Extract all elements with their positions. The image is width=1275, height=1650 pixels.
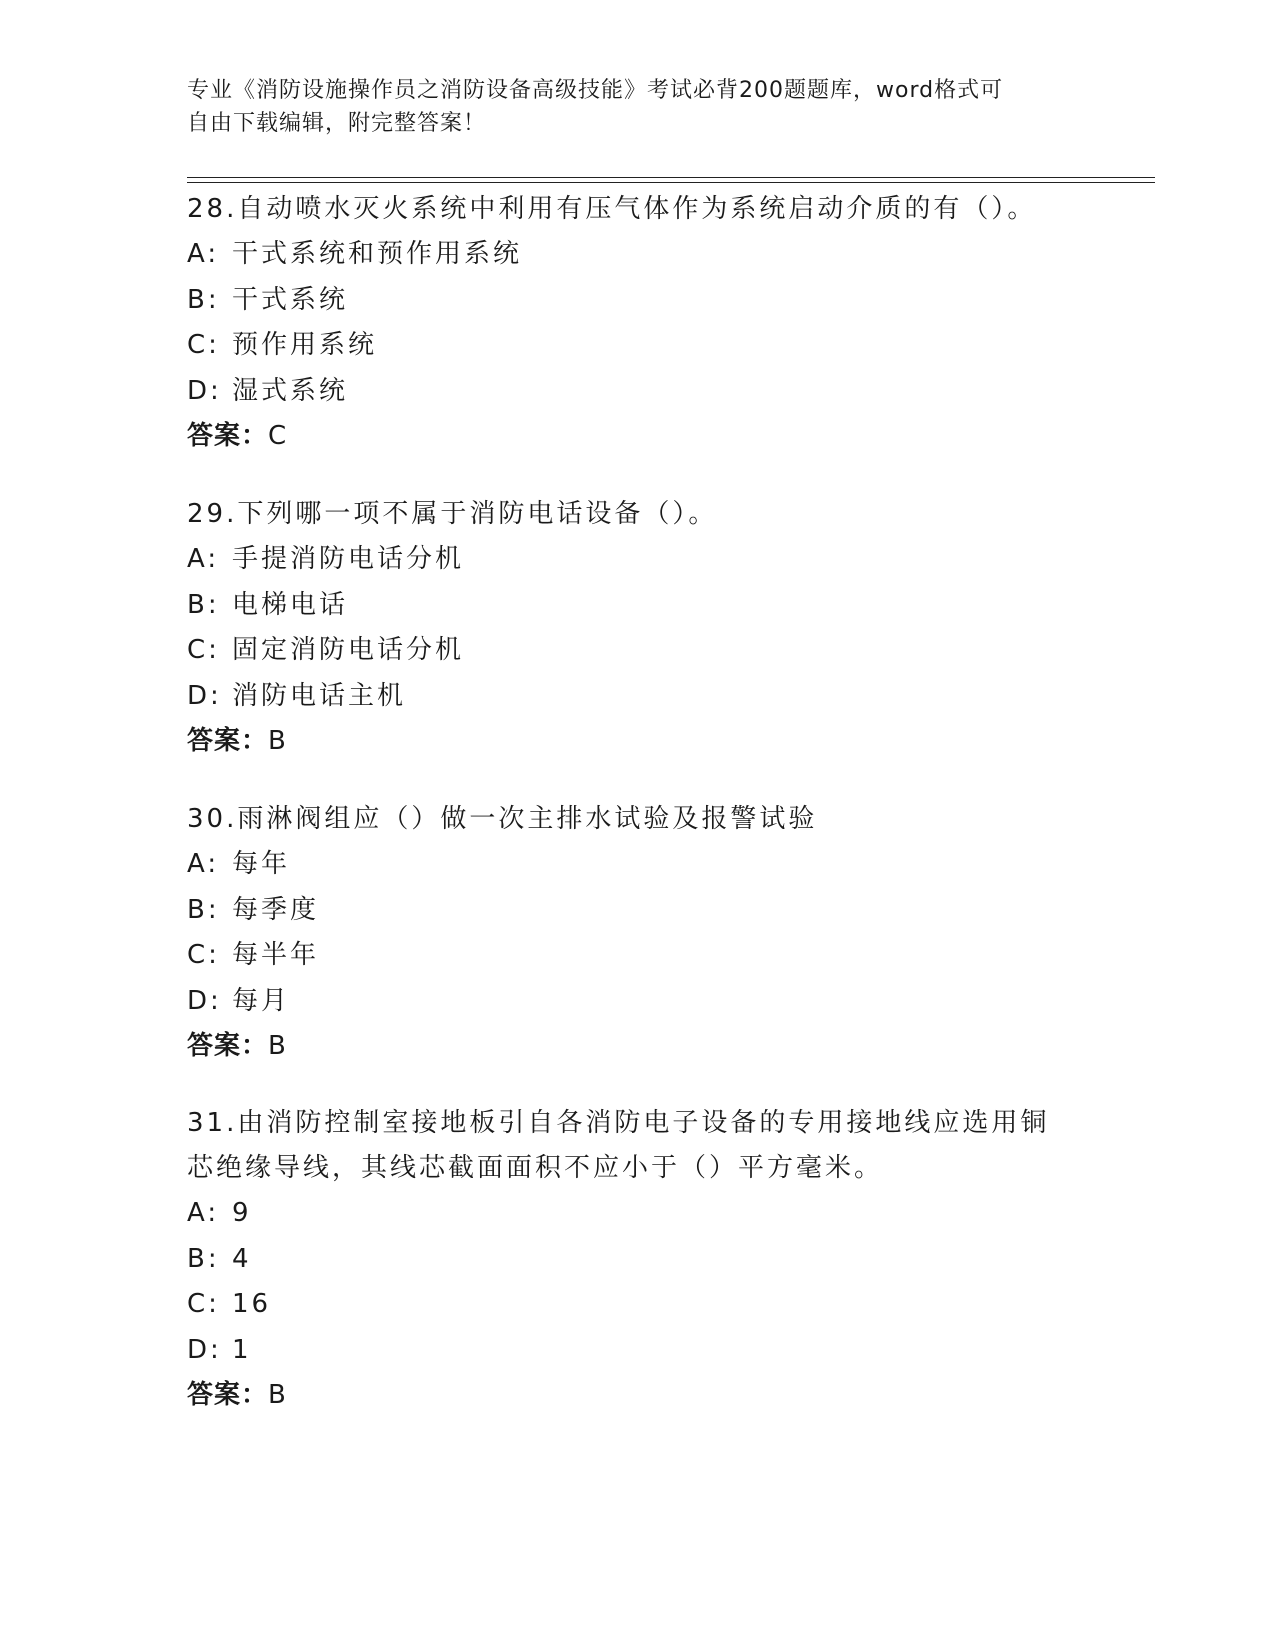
option-d bbox=[187, 979, 1087, 1025]
question-stem: 31.由消防控制室接地板引自各消防电子设备的专用接地线应选用铜芯绝缘导线，其线芯截面面积不应小于（）平方毫米。 bbox=[187, 1108, 1050, 1183]
answer-value: B bbox=[268, 726, 287, 756]
answer-label: 答案： bbox=[187, 726, 269, 756]
document-header bbox=[187, 74, 1067, 140]
answer-value: C bbox=[268, 421, 288, 451]
answer-label: 答案： bbox=[187, 1031, 269, 1061]
question-stem: 30.雨淋阀组应（）做一次主排水试验及报警试验 bbox=[187, 804, 818, 834]
option-key: A: bbox=[187, 1198, 220, 1228]
option-d bbox=[187, 1328, 1067, 1374]
option-c bbox=[187, 323, 1087, 369]
option-key: B: bbox=[187, 589, 220, 620]
header-title-line2: 自由下载编辑，附完整答案！ bbox=[187, 111, 487, 136]
question-30 bbox=[187, 797, 1087, 1069]
option-a bbox=[187, 232, 1087, 278]
option-key: D: bbox=[187, 375, 222, 406]
header-title-line1: 专业《消防设施操作员之消防设备高级技能》考试必背200题题库，word格式可 bbox=[187, 78, 1004, 103]
option-b bbox=[187, 888, 1087, 934]
option-key: D: bbox=[187, 680, 222, 711]
option-text: 每季度 bbox=[232, 894, 320, 925]
option-key: C: bbox=[187, 635, 220, 665]
option-key: A: bbox=[187, 544, 220, 574]
answer-line bbox=[187, 414, 1087, 459]
option-text: 1 bbox=[232, 1334, 252, 1365]
option-key: B: bbox=[187, 284, 220, 315]
option-d bbox=[187, 369, 1087, 415]
option-text: 消防电话主机 bbox=[232, 680, 407, 711]
answer-label: 答案： bbox=[187, 421, 269, 451]
option-text: 手提消防电话分机 bbox=[232, 544, 465, 574]
option-key: C: bbox=[187, 330, 220, 360]
option-text: 干式系统 bbox=[232, 284, 349, 315]
option-key: B: bbox=[187, 894, 220, 925]
option-a bbox=[187, 842, 1087, 888]
option-text: 湿式系统 bbox=[232, 375, 349, 406]
question-28 bbox=[187, 187, 1087, 459]
option-text: 每半年 bbox=[232, 940, 320, 970]
option-text: 干式系统和预作用系统 bbox=[232, 239, 523, 269]
answer-label: 答案： bbox=[187, 1380, 269, 1410]
option-c bbox=[187, 1282, 1067, 1328]
answer-value: B bbox=[268, 1380, 287, 1410]
option-text: 每年 bbox=[232, 849, 291, 879]
option-key: C: bbox=[187, 1289, 220, 1319]
option-text: 16 bbox=[232, 1289, 272, 1319]
option-b bbox=[187, 1237, 1067, 1283]
option-d bbox=[187, 674, 1087, 720]
option-b bbox=[187, 583, 1087, 629]
option-key: A: bbox=[187, 239, 220, 269]
option-text: 9 bbox=[232, 1198, 252, 1228]
answer-line bbox=[187, 1024, 1087, 1069]
option-text: 每月 bbox=[232, 985, 291, 1016]
option-c bbox=[187, 628, 1087, 674]
option-text: 4 bbox=[232, 1243, 252, 1274]
header-divider-top bbox=[187, 177, 1155, 178]
question-29 bbox=[187, 492, 1087, 764]
option-key: D: bbox=[187, 985, 222, 1016]
question-stem: 28.自动喷水灭火系统中利用有压气体作为系统启动介质的有（）。 bbox=[187, 194, 1037, 224]
option-c bbox=[187, 933, 1087, 979]
question-stem: 29.下列哪一项不属于消防电话设备（）。 bbox=[187, 499, 718, 529]
answer-line bbox=[187, 719, 1087, 764]
answer-value: B bbox=[268, 1031, 287, 1061]
answer-line bbox=[187, 1373, 1067, 1418]
option-text: 预作用系统 bbox=[232, 330, 378, 360]
option-key: D: bbox=[187, 1334, 222, 1365]
option-key: C: bbox=[187, 940, 220, 970]
header-divider-bottom bbox=[187, 182, 1155, 183]
option-b bbox=[187, 278, 1087, 324]
option-text: 固定消防电话分机 bbox=[232, 635, 465, 665]
option-key: A: bbox=[187, 849, 220, 879]
option-a bbox=[187, 1191, 1067, 1237]
option-key: B: bbox=[187, 1243, 220, 1274]
option-a bbox=[187, 537, 1087, 583]
question-31 bbox=[187, 1101, 1067, 1418]
option-text: 电梯电话 bbox=[232, 589, 349, 620]
